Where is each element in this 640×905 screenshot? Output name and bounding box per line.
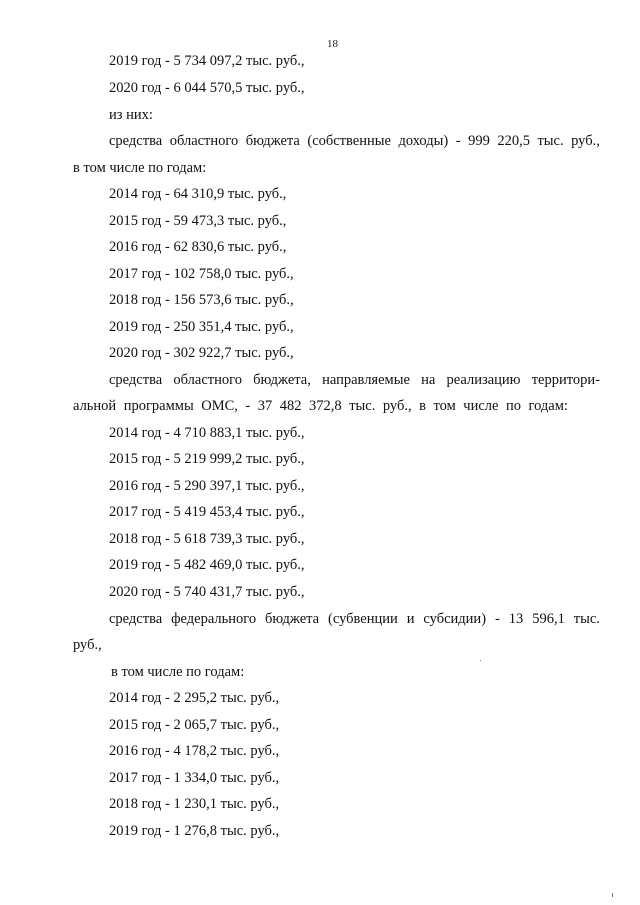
justified-word: и (406, 611, 415, 627)
justified-word: тыс. (349, 398, 376, 414)
justified-word: в (419, 398, 426, 414)
regional-own-year-line: 2019 год - 250 351,4 тыс. руб., (109, 319, 294, 335)
justified-word: - (455, 133, 461, 149)
justified-word: 37 (257, 398, 273, 414)
justified-word: 482 (279, 398, 302, 414)
paragraph-oms-line1 (109, 371, 600, 389)
federal-year-line: 2015 год - 2 065,7 тыс. руб., (109, 717, 280, 733)
justified-word: руб., (571, 133, 600, 149)
regional-own-year-line: 2016 год - 62 830,6 тыс. руб., (109, 239, 287, 255)
justified-word: том (433, 398, 456, 414)
justified-word: тыс. (537, 133, 564, 149)
regional-own-year-line: 2017 год - 102 758,0 тыс. руб., (109, 266, 294, 282)
justified-word: средства (109, 133, 163, 149)
justified-word: по (505, 398, 521, 414)
justified-word: (субвенции (328, 611, 398, 627)
justified-word: направляемые (322, 372, 410, 388)
justified-word: реализацию (446, 372, 521, 388)
justified-word: областного (173, 372, 242, 388)
oms-year-line: 2014 год - 4 710 883,1 тыс. руб., (109, 425, 305, 441)
oms-year-line: 2018 год - 5 618 739,3 тыс. руб., (109, 531, 305, 547)
justified-word: федерального (171, 611, 257, 627)
paragraph-federal-line1 (109, 610, 600, 628)
justified-word: - (245, 398, 251, 414)
regional-own-year-line: 2020 год - 302 922,7 тыс. руб., (109, 345, 294, 361)
justified-word: областного (169, 133, 239, 149)
scan-speck (612, 893, 613, 897)
justified-word: 220,5 (497, 133, 530, 149)
justified-word: числе (463, 398, 499, 414)
federal-year-line: 2016 год - 4 178,2 тыс. руб., (109, 743, 280, 759)
justified-word: 596,1 (532, 611, 565, 627)
justified-word: 13 (508, 611, 524, 627)
federal-year-line: 2018 год - 1 230,1 тыс. руб., (109, 796, 280, 812)
paragraph-regional-own-line2: в том числе по годам: (73, 160, 207, 176)
federal-year-line: 2019 год - 1 276,8 тыс. руб., (109, 823, 280, 839)
federal-year-line: 2014 год - 2 295,2 тыс. руб., (109, 690, 280, 706)
justified-word: средства (109, 372, 163, 388)
regional-own-year-line: 2014 год - 64 310,9 тыс. руб., (109, 186, 287, 202)
oms-year-line: 2019 год - 5 482 469,0 тыс. руб., (109, 557, 305, 573)
justified-word: - (494, 611, 500, 627)
federal-year-line: 2017 год - 1 334,0 тыс. руб., (109, 770, 280, 786)
oms-year-line: 2016 год - 5 290 397,1 тыс. руб., (109, 478, 305, 494)
paragraph-regional-own-line1 (109, 132, 600, 150)
justified-word: на (421, 372, 436, 388)
justified-word: территори- (531, 372, 600, 388)
justified-word: тыс. (573, 611, 600, 627)
justified-word: средства (109, 611, 163, 627)
line-2020-total: 2020 год - 6 044 570,5 тыс. руб., (109, 80, 305, 96)
paragraph-oms-line2 (73, 397, 568, 415)
line-of-them: из них: (109, 107, 153, 123)
justified-word: 999 (468, 133, 490, 149)
justified-word: 372,8 (309, 398, 342, 414)
regional-own-year-line: 2015 год - 59 473,3 тыс. руб., (109, 213, 287, 229)
justified-word: руб., (382, 398, 412, 414)
line-2019-total: 2019 год - 5 734 097,2 тыс. руб., (109, 53, 305, 69)
paragraph-federal-line3: в том числе по годам: (111, 664, 245, 680)
justified-word: альной (73, 398, 117, 414)
oms-year-line: 2015 год - 5 219 999,2 тыс. руб., (109, 451, 305, 467)
justified-word: бюджета (265, 611, 320, 627)
justified-word: ОМС, (201, 398, 238, 414)
justified-word: программы (123, 398, 194, 414)
regional-own-year-line: 2018 год - 156 573,6 тыс. руб., (109, 292, 294, 308)
justified-word: (собственные (307, 133, 391, 149)
justified-word: годам: (528, 398, 568, 414)
page-number: 18 (327, 38, 338, 50)
justified-word: бюджета, (253, 372, 311, 388)
justified-word: доходы) (398, 133, 449, 149)
scan-speck (480, 660, 481, 661)
oms-year-line: 2017 год - 5 419 453,4 тыс. руб., (109, 504, 305, 520)
justified-word: субсидии) (423, 611, 487, 627)
paragraph-federal-line2: руб., (73, 637, 102, 653)
oms-year-line: 2020 год - 5 740 431,7 тыс. руб., (109, 584, 305, 600)
justified-word: бюджета (245, 133, 300, 149)
